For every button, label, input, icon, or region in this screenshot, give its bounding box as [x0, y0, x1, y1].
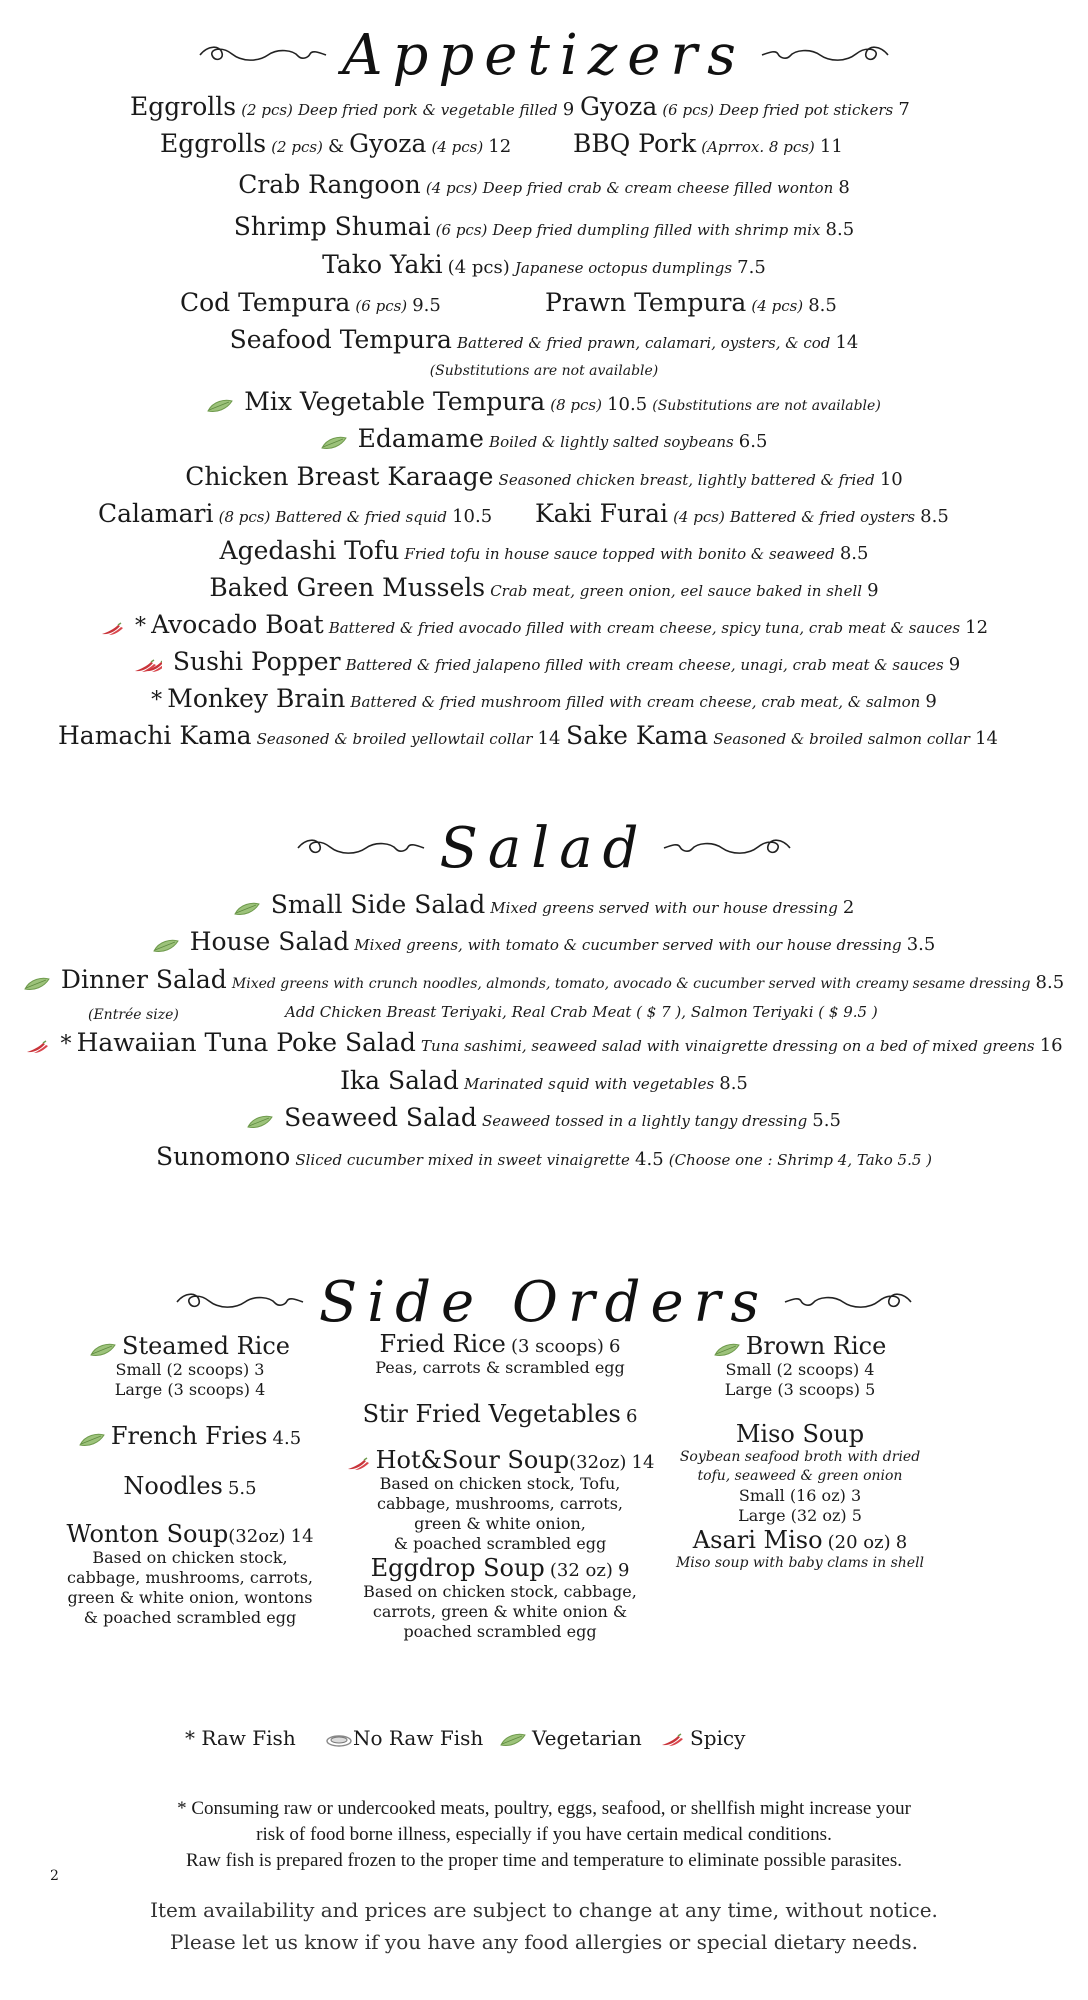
- section-title: Salad: [439, 815, 649, 881]
- leaf-icon: [207, 399, 233, 413]
- menu-item: House Salad Mixed greens, with tomato & cucumber served with our house dressing 3.5: [0, 927, 1088, 956]
- item-note: Add Chicken Breast Teriyaki, Real Crab Meat ( $ 7 ), Salmon Teriyaki ( $ 9.5 ): [285, 1003, 878, 1021]
- menu-item: * Monkey Brain Battered & fried mushroom filled with cream cheese, crab meat, & salmon 9: [151, 684, 937, 713]
- leaf-icon: [24, 977, 50, 991]
- double-chili-icon: [128, 659, 162, 673]
- menu-item: Shrimp Shumai (6 pcs) Deep fried dumpling filled with shrimp mix 8.5: [233, 212, 855, 241]
- menu-item: Steamed Rice: [40, 1332, 340, 1360]
- chili-icon: [660, 1733, 684, 1747]
- leaf-icon: [247, 1115, 273, 1129]
- chili-icon: [100, 622, 124, 636]
- menu-item: Hot&Sour Soup(32oz) 14: [340, 1446, 660, 1474]
- menu-item: Wonton Soup(32oz) 14: [66, 1520, 314, 1548]
- leaf-icon: [153, 939, 179, 953]
- menu-item: Cod Tempura (6 pcs) 9.5: [180, 288, 441, 317]
- menu-item: Seafood Tempura Battered & fried prawn, calamari, oysters, & cod 14: [229, 325, 859, 354]
- leaf-icon: [500, 1733, 526, 1747]
- leaf-icon: [79, 1433, 105, 1447]
- menu-item: Dinner Salad Mixed greens with crunch noodles, almonds, tomato, avocado & cucumber served with creamy sesame dressing 8.5: [0, 965, 1088, 994]
- page-number: 2: [50, 1868, 59, 1884]
- menu-item: Hamachi Kama Seasoned & broiled yellowtail collar 14: [58, 721, 561, 750]
- side-column-right: Brown Rice Small (2 scoops) 4 Large (3 scoops) 5 Miso Soup Soybean seafood broth with dried tofu, seaweed & green onion Small (16 oz) 3 Large (32 oz) 5 Asari Miso (20 oz) 8 Miso soup with baby clams in shell: [660, 1332, 940, 1573]
- raw-food-disclaimer: * Consuming raw or undercooked meats, poultry, eggs, seafood, or shellfish might increase your risk of food borne illness, especially if you have certain medical conditions. Raw fish is prepared frozen to the proper time and temperature to eliminate possible parasites.: [177, 1798, 911, 1871]
- leaf-icon: [234, 902, 260, 916]
- section-title: Appetizers: [342, 22, 746, 88]
- menu-item: Prawn Tempura (4 pcs) 8.5: [545, 288, 837, 317]
- menu-item: Miso Soup: [735, 1420, 865, 1448]
- menu-item: Fried Rice (3 scoops) 6: [379, 1330, 621, 1358]
- menu-item: Noodles 5.5: [123, 1472, 257, 1500]
- flourish-right-icon: [783, 1287, 913, 1317]
- footer-notice: Item availability and prices are subject to change at any time, without notice. Please let us know if you have any food allergies or special dietary needs.: [150, 1898, 938, 1954]
- legend-vegetarian: Vegetarian: [500, 1726, 642, 1750]
- menu-item: Agedashi Tofu Fried tofu in house sauce topped with bonito & seaweed 8.5: [219, 536, 869, 565]
- no-raw-fish-icon: [325, 1732, 353, 1748]
- flourish-left-icon: [175, 1287, 305, 1317]
- menu-item: Eggrolls (2 pcs) Deep fried pork & vegetable filled 9: [130, 92, 575, 121]
- flourish-right-icon: [662, 833, 792, 863]
- menu-item: Gyoza (6 pcs) Deep fried pot stickers 7: [580, 92, 910, 121]
- menu-item: Calamari (8 pcs) Battered & fried squid 10.5: [98, 499, 493, 528]
- salad-header: [0, 808, 1088, 888]
- legend-no-raw-fish: No Raw Fish: [325, 1726, 483, 1750]
- leaf-icon: [321, 436, 347, 450]
- menu-item: Small Side Salad Mixed greens served with our house dressing 2: [0, 890, 1088, 919]
- flourish-right-icon: [760, 40, 890, 70]
- flourish-left-icon: [296, 833, 426, 863]
- menu-item: * Avocado Boat Battered & fried avocado filled with cream cheese, spicy tuna, crab meat & sauces 12: [0, 610, 1088, 639]
- menu-item: Tako Yaki (4 pcs) Japanese octopus dumplings 7.5: [322, 250, 766, 279]
- menu-item: Mix Vegetable Tempura (8 pcs) 10.5 (Substitutions are not available): [0, 387, 1088, 416]
- side-column-middle: Fried Rice (3 scoops) 6 Peas, carrots & scrambled egg Stir Fried Vegetables 6 Hot&Sour Soup(32oz) 14 Based on chicken stock, Tofu, cabbage, mushrooms, carrots, green & white onion, & poached scrambled egg Eggdrop Soup (32 oz) 9 Based on chicken stock, cabbage, carrots, green & white onion & poached scrambled egg: [340, 1330, 660, 1642]
- flourish-left-icon: [198, 40, 328, 70]
- menu-item: Seaweed Salad Seaweed tossed in a lightly tangy dressing 5.5: [0, 1103, 1088, 1132]
- menu-item: Chicken Breast Karaage Seasoned chicken breast, lightly battered & fried 10: [185, 462, 903, 491]
- section-title: Side Orders: [318, 1269, 770, 1335]
- menu-item: French Fries 4.5: [40, 1422, 340, 1450]
- item-note: (Substitutions are not available): [429, 363, 659, 379]
- menu-item: * Hawaiian Tuna Poke Salad Tuna sashimi, seaweed salad with vinaigrette dressing on a bed of mixed greens 16: [0, 1028, 1088, 1057]
- menu-item: Ika Salad Marinated squid with vegetables 8.5: [340, 1066, 748, 1095]
- menu-item: Kaki Furai (4 pcs) Battered & fried oysters 8.5: [535, 499, 949, 528]
- menu-item: Sunomono Sliced cucumber mixed in sweet vinaigrette 4.5 (Choose one : Shrimp 4, Tako 5.5 ): [155, 1142, 933, 1171]
- legend-raw-fish: * Raw Fish: [185, 1726, 296, 1750]
- menu-item: Baked Green Mussels Crab meat, green onion, eel sauce baked in shell 9: [209, 573, 879, 602]
- chili-icon: [346, 1457, 370, 1471]
- legend-spicy: Spicy: [660, 1726, 745, 1750]
- menu-item: Stir Fried Vegetables 6: [362, 1400, 638, 1428]
- menu-item: Sushi Popper Battered & fried jalapeno filled with cream cheese, unagi, crab meat & sauces 9: [0, 647, 1088, 676]
- menu-item: Eggrolls (2 pcs) & Gyoza (4 pcs) 12: [160, 129, 512, 158]
- menu-item: Brown Rice: [660, 1332, 940, 1360]
- menu-item: BBQ Pork (Aprrox. 8 pcs) 11: [573, 129, 843, 158]
- item-note: (Entrée size): [88, 1007, 179, 1023]
- appetizers-header: [0, 15, 1088, 95]
- menu-item: Crab Rangoon (4 pcs) Deep fried crab & cream cheese filled wonton 8: [238, 170, 850, 199]
- leaf-icon: [714, 1343, 740, 1357]
- menu-item: Eggdrop Soup (32 oz) 9: [370, 1554, 630, 1582]
- side-column-left: Steamed Rice Small (2 scoops) 3 Large (3 scoops) 4 French Fries 4.5 Noodles 5.5 Wonton Soup(32oz) 14 Based on chicken stock, cabbage, mushrooms, carrots, green & white onion, wontons & poached scrambled egg: [40, 1332, 340, 1628]
- menu-item: Sake Kama Seasoned & broiled salmon collar 14: [566, 721, 998, 750]
- leaf-icon: [90, 1343, 116, 1357]
- chili-icon: [25, 1040, 49, 1054]
- menu-item: Edamame Boiled & lightly salted soybeans 6.5: [0, 424, 1088, 453]
- menu-item: Asari Miso (20 oz) 8: [692, 1526, 908, 1554]
